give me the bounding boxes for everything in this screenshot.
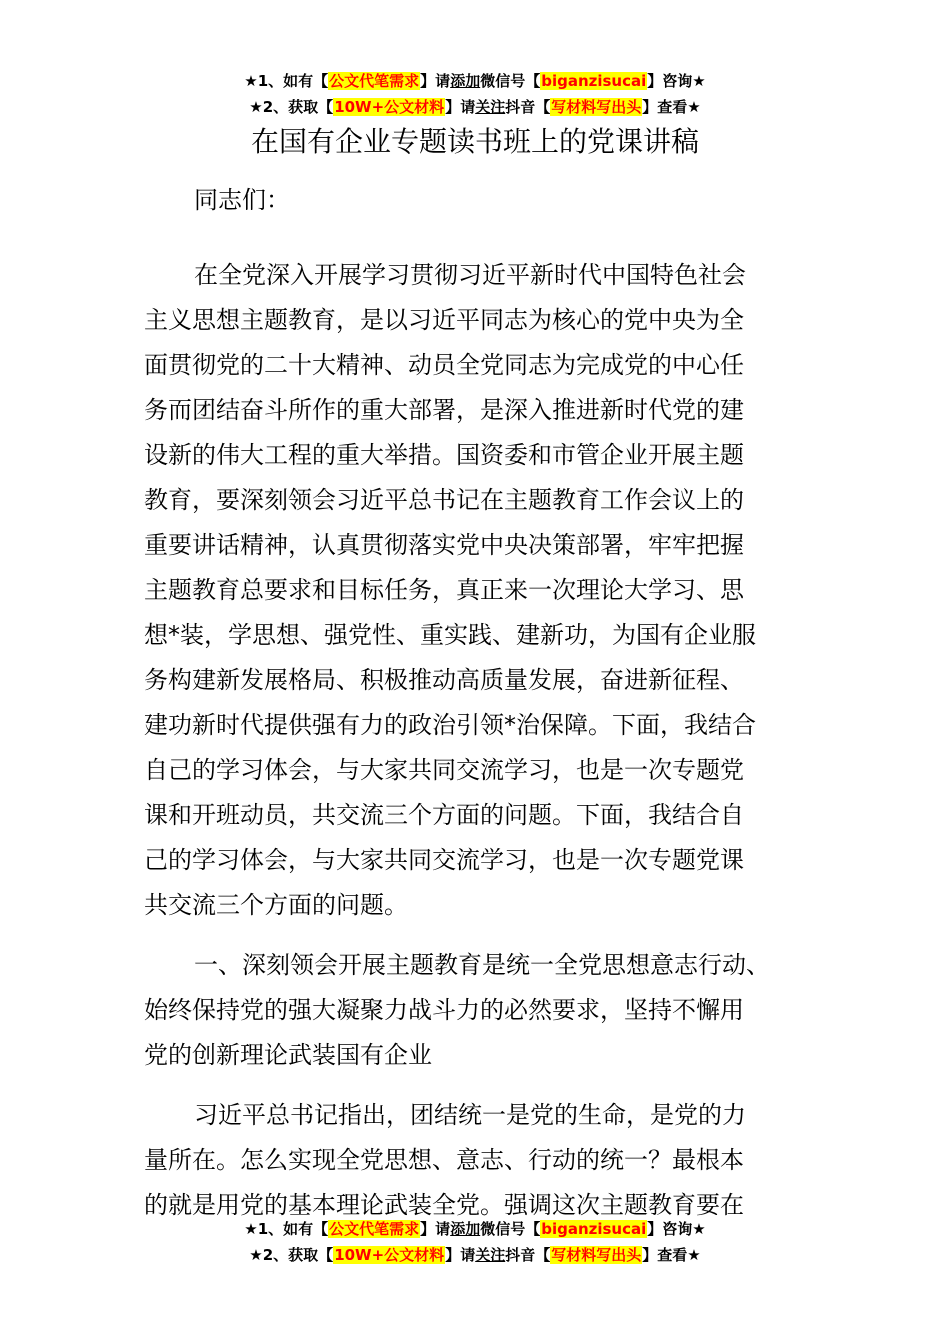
banner-line-2: ★2、获取【10W+公文材料】请关注抖音【写材料写出头】查看★: [249, 1246, 701, 1264]
banner-line-1: ★1、如有【公文代笔需求】请添加微信号【biganzisucai】咨询★: [244, 1220, 706, 1238]
document-title: 在国有企业专题读书班上的党课讲稿: [250, 125, 699, 158]
materials-highlight: 10W+公文材料: [334, 1246, 445, 1264]
douyin-account-highlight: 写材料写出头: [551, 98, 642, 116]
salutation: 同志们：: [194, 186, 290, 214]
top-banner: [0, 68, 950, 120]
wechat-id-highlight: biganzisucai: [541, 72, 647, 90]
service-highlight: 公文代笔需求: [329, 1220, 420, 1238]
materials-highlight: 10W+公文材料: [334, 98, 445, 116]
paragraph-section-1: 习近平总书记指出，团结统一是党的生命，是党的力 量所在。怎么实现全党思想、意志、行动的统一？最根本 的就是用党的基本理论武装全党。强调这次主题教育要在: [144, 1101, 746, 1219]
douyin-account-highlight: 写材料写出头: [551, 1246, 642, 1264]
section-heading-1: 一、深刻领会开展主题教育是统一全党思想意志行动、 始终保持党的强大凝聚力战斗力的必然要求，坚持不懈用 党的创新理论武装国有企业: [144, 951, 770, 1069]
document-body: [144, 178, 814, 1228]
wechat-id-highlight: biganzisucai: [541, 1220, 647, 1238]
banner-line-2: ★2、获取【10W+公文材料】请关注抖音【写材料写出头】查看★: [249, 98, 701, 116]
service-highlight: 公文代笔需求: [329, 72, 420, 90]
paragraph-intro: 在全党深入开展学习贯彻习近平新时代中国特色社会 主义思想主题教育，是以习近平同志为核心的党中央为全 面贯彻党的二十大精神、动员全党同志为完成党的中心任 务而团结奋斗所作的重大部署，是深入推进新时代党的建 设新的伟大工程的重大举措。国资委和市管企业开展主题 教育，要深刻领会习近平总书记在主题教育工作会议上的 重要讲话精神，认真贯彻落实党中央决策部署，牢牢把握 主题教育总要求和目标任务，真正来一次理论大学习、思 想*装，学思想、强党性、重实践、建新功，为国有企业服 务构建新发展格局、积极推动高质量发展，奋进新征程、 建功新时代提供强有力的政治引领*治保障。下面，我结合 自己的学习体会，与大家共同交流学习，也是一次专题党 课和开班动员，共交流三个方面的问题。下面，我结合自 己的学习体会，与大家共同交流学习，也是一次专题党课 共交流三个方面的问题。: [144, 261, 756, 919]
banner-line-1: ★1、如有【公文代笔需求】请添加微信号【biganzisucai】咨询★: [244, 72, 706, 90]
bottom-banner: [0, 1216, 950, 1268]
